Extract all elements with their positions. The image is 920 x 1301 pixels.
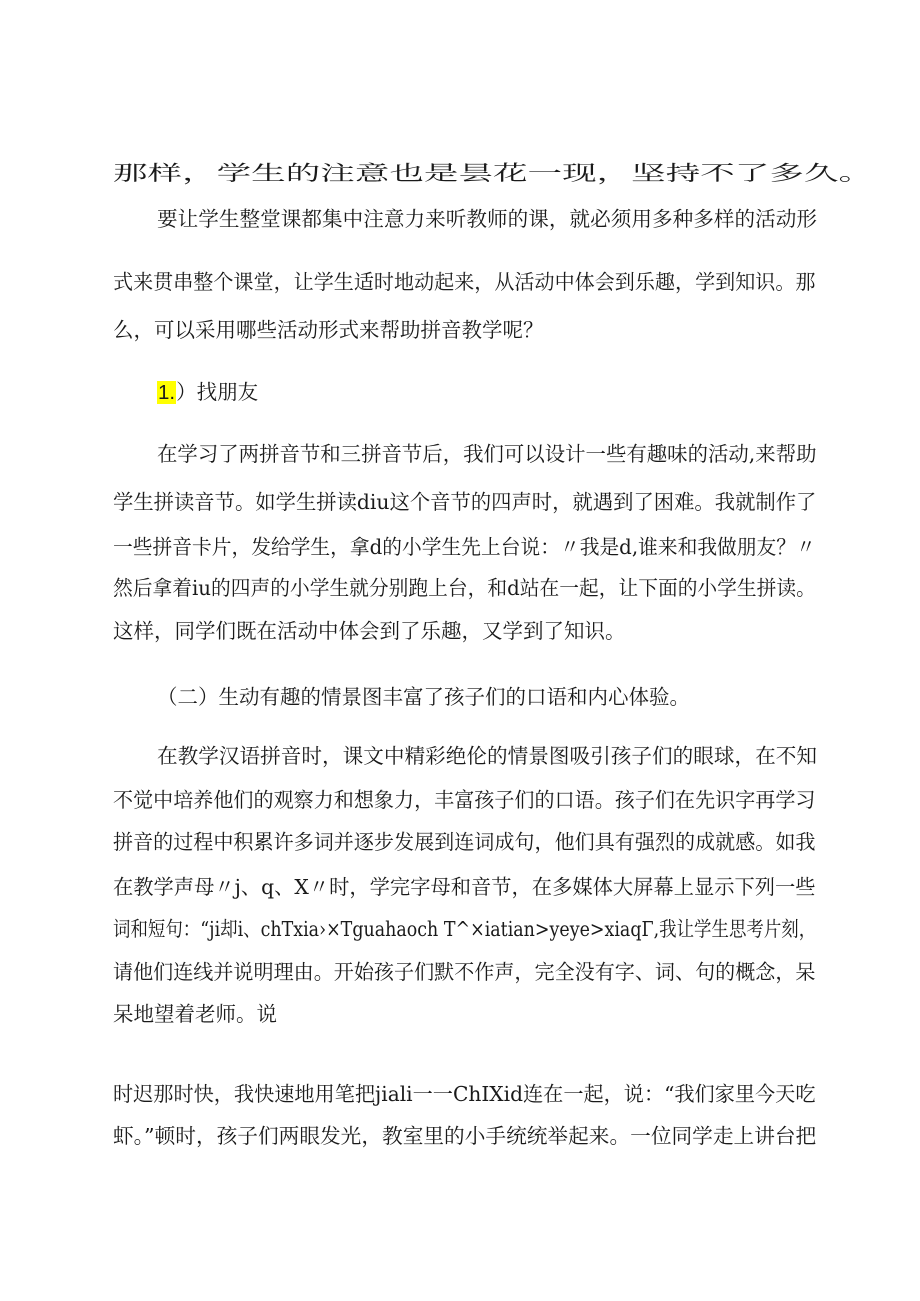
paragraph-line: 在教学汉语拼音时，课文中精彩绝伦的情景图吸引孩子们的眼球，在不知 xyxy=(157,744,817,768)
list-heading-text: ）找朋友 xyxy=(176,380,259,404)
paragraph-line: 那样，学生的注意也是昙花一现，坚持不了多久。 xyxy=(113,161,873,185)
section-heading: （二）生动有趣的情景图丰富了孩子们的口语和内心体验。 xyxy=(157,685,690,709)
paragraph-line: 在学习了两拼音节和三拼音节后，我们可以设计一些有趣味的活动,来帮助 xyxy=(157,442,817,466)
paragraph-line: 呆地望着老师。说 xyxy=(113,1002,277,1026)
paragraph-line: 一些拼音卡片，发给学生，拿d的小学生先上台说：〃我是d,谁来和我做朋友？〃 xyxy=(113,535,816,559)
paragraph-line: 然后拿着iu的四声的小学生就分别跑上台，和d站在一起，让下面的小学生拼读。 xyxy=(113,576,816,600)
paragraph-line: 式来贯串整个课堂，让学生适时地动起来，从活动中体会到乐趣，学到知识。那 xyxy=(113,270,816,294)
paragraph-line: 拼音的过程中积累许多词并逐步发展到连词成句，他们具有强烈的成就感。如我 xyxy=(113,830,816,854)
paragraph-line: 词和短句：“ji却i、chTxia›×Tguahaoch T^×iatian>yeye>xiaqΓ,我让学生思考片刻， xyxy=(113,917,817,941)
highlighted-number: 1. xyxy=(158,381,176,404)
paragraph-line: 请他们连线并说明理由。开始孩子们默不作声，完全没有字、词、句的概念，呆 xyxy=(113,960,816,984)
paragraph-line: 不觉中培养他们的观察力和想象力，丰富孩子们的口语。孩子们在先识字再学习 xyxy=(113,788,816,812)
paragraph-line: 在教学声母〃j、q、X〃时，学完字母和音节，在多媒体大屏幕上显示下列一些 xyxy=(113,875,816,899)
paragraph-line: 这样，同学们既在活动中体会到了乐趣，又学到了知识。 xyxy=(113,619,626,643)
paragraph-line: 时迟那时快，我快速地用笔把jiali一一ChIXid连在一起，说：“我们家里今天吃 xyxy=(113,1082,816,1106)
paragraph-line: 学生拼读音节。如学生拼读diu这个音节的四声时，就遇到了困难。我就制作了 xyxy=(113,490,817,514)
list-heading xyxy=(157,378,258,406)
paragraph-line: 么，可以采用哪些活动形式来帮助拼音教学呢？ xyxy=(113,318,544,342)
paragraph-line: 虾。”顿时，孩子们两眼发光，教室里的小手统统举起来。一位同学走上讲台把 xyxy=(113,1124,817,1148)
paragraph-line: 要让学生整堂课都集中注意力来听教师的课，就必须用多种多样的活动形 xyxy=(157,207,817,231)
